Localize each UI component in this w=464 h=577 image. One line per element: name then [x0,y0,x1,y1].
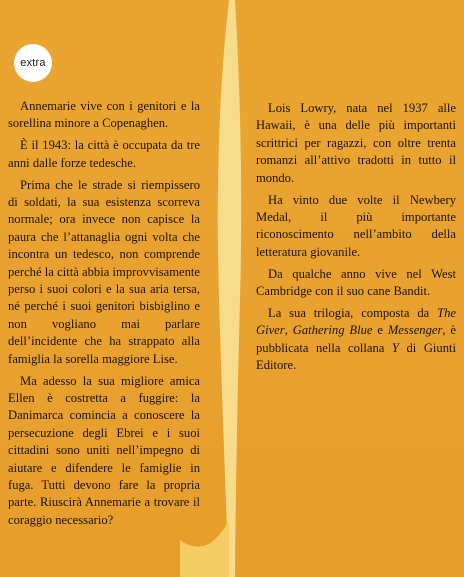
extra-badge-label: extra [20,57,46,69]
bio-paragraph: Da qualche anno vive nel West Cambridge con il suo cane Bandit. [256,266,456,299]
trilogy-title-the-giver: The Giver [256,305,456,338]
trilogy-title-messenger: Messenger [387,323,443,338]
synopsis-text [8,98,200,534]
trilogy-separator: , [284,323,293,338]
trilogy-intro: La sua trilogia, composta da [268,305,438,320]
trilogy-middle: , è pubblicata nella collana [256,323,456,355]
bio-trilogy-paragraph [256,305,456,375]
trilogy-outro: di Giunti Editore. [256,340,457,373]
trilogy-separator: e [372,323,388,338]
bio-paragraph: Lois Lowry, nata nel 1937 alle Hawaii, è una delle più importanti scrittrici per ragazzi, con oltre trenta romanzi all’attivo tradotti in tutto il mondo. [256,101,456,185]
author-bio-text [256,100,456,379]
synopsis-paragraph: Ma adesso la sua migliore amica Ellen è costretta a fuggire: la Danimarca comincia a conoscere la persecuzione degli Ebrei e i suoi cittadini sono uniti nell’impegno di aiutare e difendere le famiglie in fuga. Tutti devono fare la propria parte. Riuscirà Annemarie a trovare il coraggio necessario? [8,373,200,527]
bio-paragraph: Ha vinto due volte il Newbery Medal, il più importante riconoscimento nell’ambito della letteratura giovanile. [256,192,456,259]
synopsis-paragraph: È il 1943: la città è occupata da tre anni dalle forze tedesche. [8,138,200,170]
trilogy-title-gathering-blue: Gathering Blue [292,323,373,338]
series-name: Y [391,340,399,355]
synopsis-paragraph: Prima che le strade si riempissero di soldati, la sua esistenza scorreva normale; ora invece non capisce la paura che l’attanaglia ogni volta che incontra un tedesco, non comprende perché la città abbia improvvisamente perso i suoi colori e la sua aria tersa, né perché i suoi genitori bisbiglino e non vogliano mai parlare dell’incidente che ha strappato alla famiglia la sorella maggiore Lise. [8,177,200,366]
synopsis-paragraph: Annemarie vive con i genitori e la sorellina minore a Copenaghen. [8,99,200,131]
extra-badge [14,44,52,82]
